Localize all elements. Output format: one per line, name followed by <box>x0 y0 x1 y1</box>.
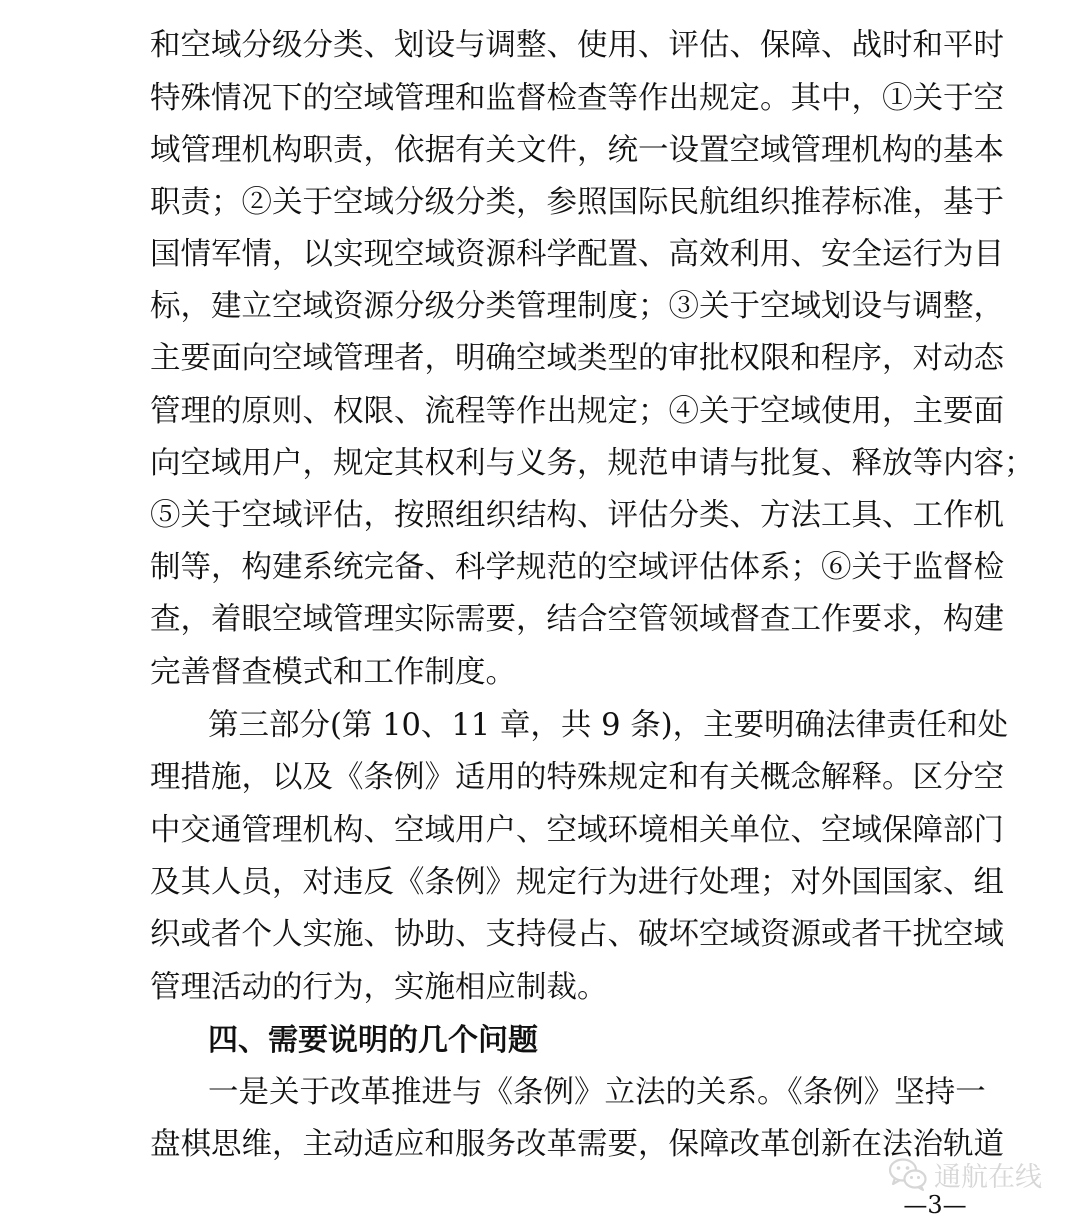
body-line: 管理活动的行为，实施相应制裁。 <box>150 970 608 1005</box>
body-line: 完善督查模式和工作制度。 <box>150 655 516 690</box>
body-line: 制等，构建系统完备、科学规范的空域评估体系；⑥关于监督检 <box>150 550 1004 585</box>
body-line: 标，建立空域资源分级分类管理制度；③关于空域划设与调整， <box>150 289 1004 324</box>
page-number: —3— <box>903 1191 967 1219</box>
section-heading: 四、需要说明的几个问题 <box>208 1023 538 1058</box>
body-line: 查，着眼空域管理实际需要，结合空管领域督查工作要求，构建 <box>150 602 1004 637</box>
watermark-text: 通航在线 <box>934 1161 1042 1193</box>
body-line: ⑤关于空域评估，按照组织结构、评估分类、方法工具、工作机 <box>150 498 1004 533</box>
body-line: 和空域分级分类、划设与调整、使用、评估、保障、战时和平时 <box>150 28 1004 63</box>
body-line: 管理的原则、权限、流程等作出规定；④关于空域使用，主要面 <box>150 394 1004 429</box>
wechat-icon <box>888 1157 928 1191</box>
body-line: 域管理机构职责，依据有关文件，统一设置空域管理机构的基本 <box>150 133 1004 168</box>
body-line: 特殊情况下的空域管理和监督检查等作出规定。其中，①关于空 <box>150 81 1004 116</box>
body-line: 织或者个人实施、协助、支持侵占、破坏空域资源或者干扰空域 <box>150 917 1004 952</box>
body-line: 第三部分(第 10、11 章，共 9 条)，主要明确法律责任和处 <box>208 708 1009 743</box>
body-line: 及其人员，对违反《条例》规定行为进行处理；对外国国家、组 <box>150 865 1004 900</box>
body-line: 主要面向空域管理者，明确空域类型的审批权限和程序，对动态 <box>150 341 1004 376</box>
body-line: 国情军情，以实现空域资源科学配置、高效利用、安全运行为目 <box>150 237 1004 272</box>
body-line: 一是关于改革推进与《条例》立法的关系。《条例》坚持一 <box>208 1075 986 1110</box>
body-line: 向空域用户，规定其权利与义务，规范申请与批复、释放等内容； <box>150 446 1035 481</box>
body-line: 盘棋思维，主动适应和服务改革需要，保障改革创新在法治轨道 <box>150 1127 1004 1162</box>
body-line: 职责；②关于空域分级分类，参照国际民航组织推荐标准，基于 <box>150 185 1004 220</box>
body-line: 中交通管理机构、空域用户、空域环境相关单位、空域保障部门 <box>150 813 1004 848</box>
body-line: 理措施，以及《条例》适用的特殊规定和有关概念解释。区分空 <box>150 760 1004 795</box>
